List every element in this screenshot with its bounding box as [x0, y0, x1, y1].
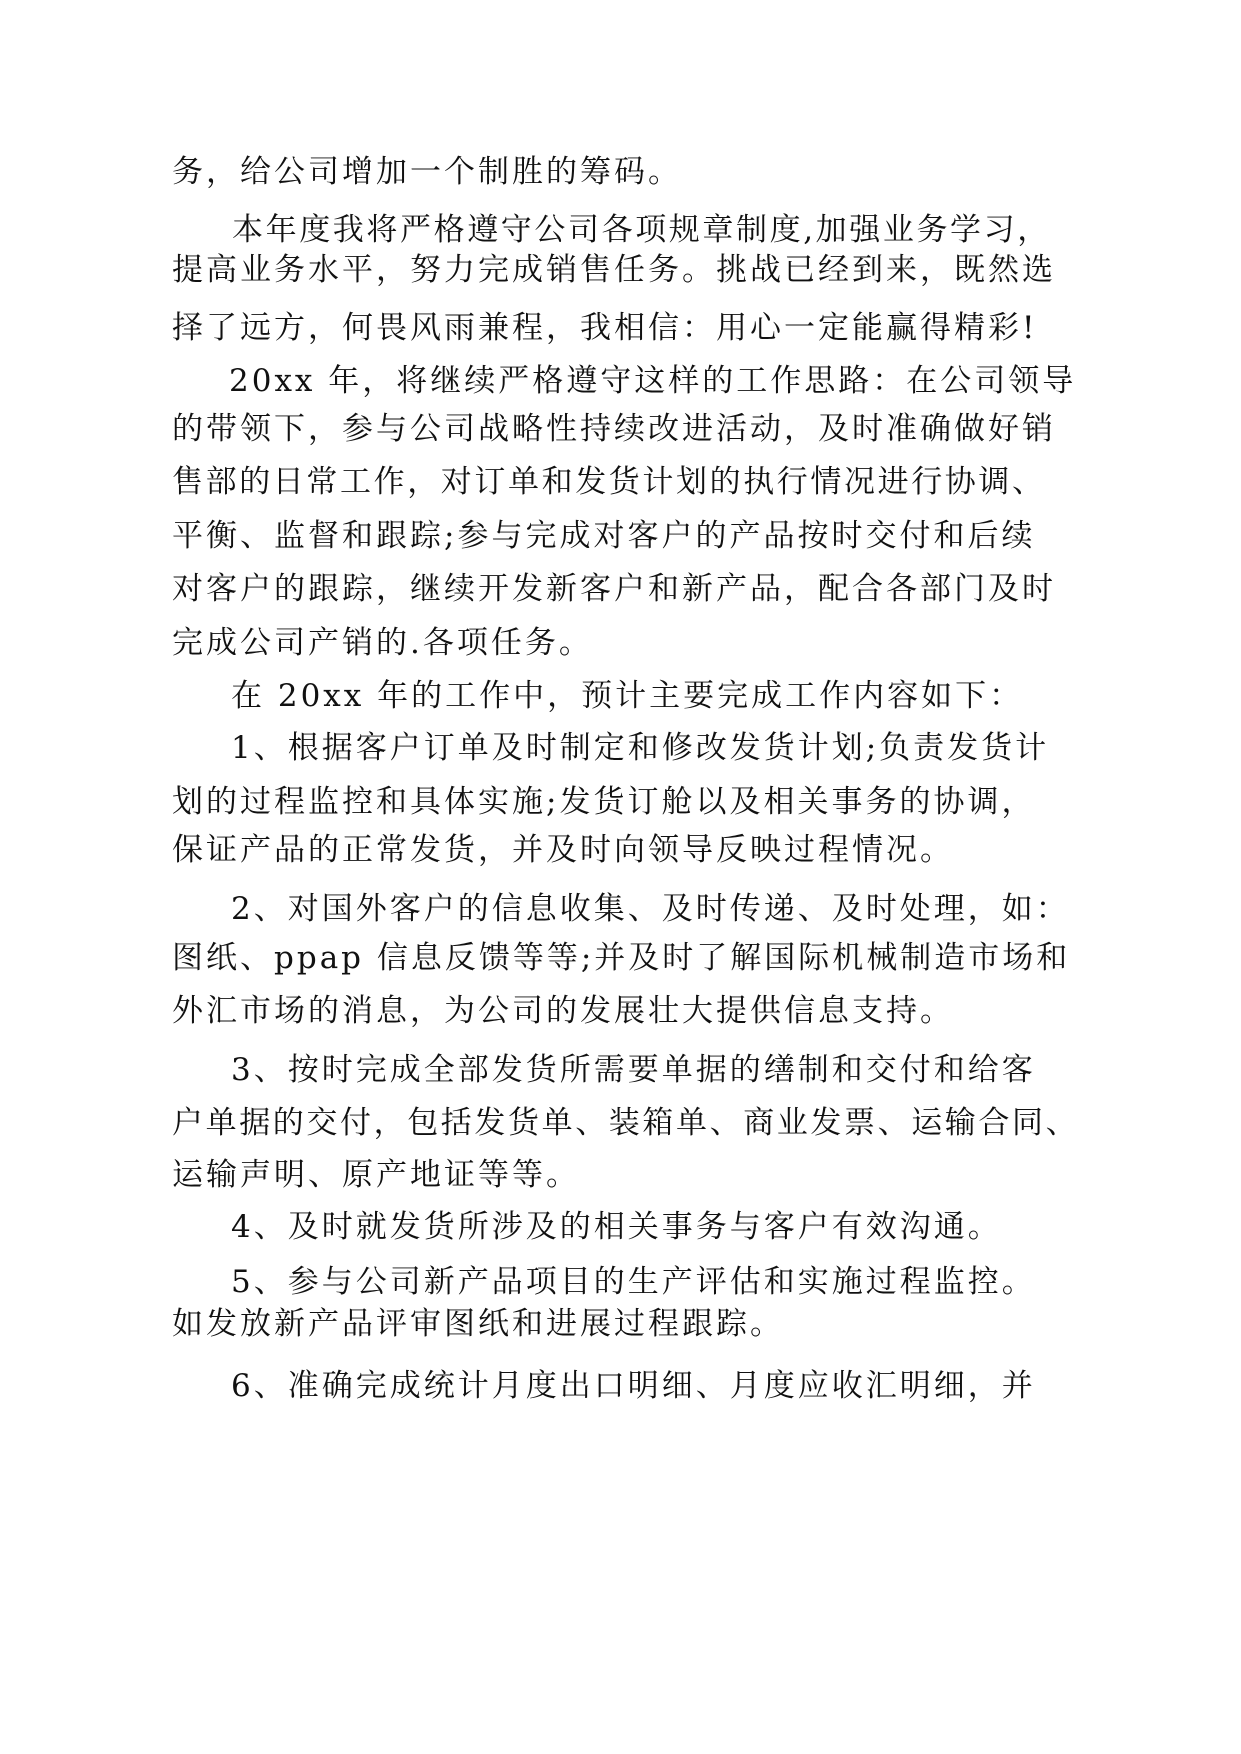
text-line: 20xx 年，将继续严格遵守这样的工作思路：在公司领导 — [229, 363, 1077, 399]
text-line: 运输声明、原产地证等等。 — [172, 1157, 580, 1193]
text-line: 6、准确完成统计月度出口明细、月度应收汇明细，并 — [231, 1368, 1036, 1404]
text-line: 售部的日常工作，对订单和发货计划的执行情况进行协调、 — [172, 464, 1046, 500]
text-line: 2、对国外客户的信息收集、及时传递、及时处理，如： — [231, 891, 1070, 927]
text-line: 完成公司产销的.各项任务。 — [172, 625, 593, 661]
text-line: 保证产品的正常发货，并及时向领导反映过程情况。 — [172, 832, 954, 868]
text-line: 1、根据客户订单及时制定和修改发货计划;负责发货计 — [231, 730, 1050, 766]
text-line: 5、参与公司新产品项目的生产评估和实施过程监控。 — [231, 1264, 1036, 1300]
text-line: 务，给公司增加一个制胜的筹码。 — [172, 154, 682, 190]
text-line: 择了远方，何畏风雨兼程，我相信：用心一定能赢得精彩! — [172, 310, 1038, 346]
text-line: 的带领下，参与公司战略性持续改进活动，及时准确做好销 — [172, 411, 1056, 447]
text-line: 平衡、监督和跟踪;参与完成对客户的产品按时交付和后续 — [172, 518, 1036, 554]
text-line: 3、按时完成全部发货所需要单据的缮制和交付和给客 — [231, 1052, 1036, 1088]
text-line: 对客户的跟踪，继续开发新客户和新产品，配合各部门及时 — [172, 571, 1056, 607]
text-line: 如发放新产品评审图纸和进展过程跟踪。 — [172, 1306, 784, 1342]
text-line: 本年度我将严格遵守公司各项规章制度,加强业务学习， — [232, 212, 1051, 248]
text-line: 在 20xx 年的工作中，预计主要完成工作内容如下： — [231, 678, 1024, 714]
text-line: 划的过程监控和具体实施;发货订舱以及相关事务的协调， — [172, 784, 1036, 820]
text-line: 图纸、ppap 信息反馈等等;并及时了解国际机械制造市场和 — [172, 940, 1071, 976]
text-line: 户单据的交付，包括发货单、装箱单、商业发票、运输合同、 — [172, 1105, 1080, 1141]
text-line: 外汇市场的消息，为公司的发展壮大提供信息支持。 — [172, 993, 954, 1029]
text-line: 提高业务水平，努力完成销售任务。挑战已经到来，既然选 — [172, 252, 1056, 288]
text-line: 4、及时就发货所涉及的相关事务与客户有效沟通。 — [231, 1209, 1002, 1245]
